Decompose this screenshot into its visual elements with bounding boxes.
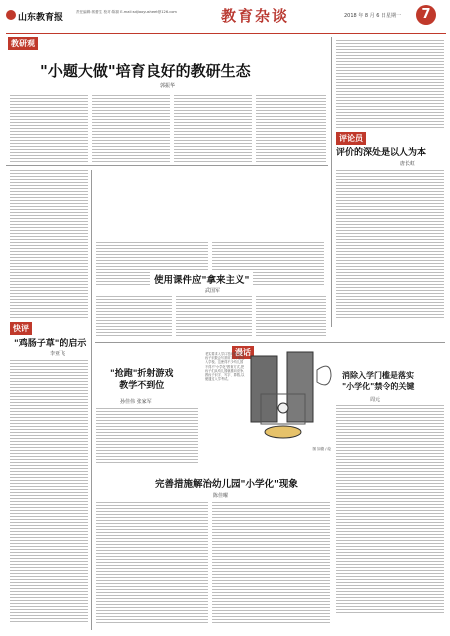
bottom-right-text <box>336 405 444 615</box>
cartoon-drawing <box>247 350 333 448</box>
right-intro-text <box>336 40 444 130</box>
column-tag-quick: 快评 <box>10 322 32 335</box>
paper-name: 山东教育报 <box>18 13 64 23</box>
center-author: 武国军 <box>205 288 221 294</box>
left-mid-author: 李亚飞 <box>50 351 66 357</box>
center-text-e <box>256 296 326 338</box>
top-article-col2 <box>92 95 170 164</box>
meta-line: 责任编辑:郭蕾生 校对:陈源 E-mail:sdjiaoyusheet@126.com <box>76 10 177 14</box>
column-tag-review: 评论员 <box>336 132 366 145</box>
cartoon-illustration <box>205 350 333 452</box>
section-title: 教育杂谈 <box>221 7 290 25</box>
center-headline: 使用课件应"拿来主义" <box>150 272 253 286</box>
right-headline: 评价的深处是以人为本 <box>336 148 427 158</box>
bottom-left-text <box>96 408 198 465</box>
left-mid-headline: "鸡肠子草"的启示 <box>14 339 87 349</box>
right-author: 唐长虹 <box>400 161 416 167</box>
top-article-col4 <box>256 95 326 164</box>
bottom-right-author: 周元 <box>370 397 381 403</box>
bottom-left-author: 孙佳伟 张家军 <box>120 399 152 405</box>
bottom-rule <box>95 342 445 343</box>
masthead-rule <box>6 33 446 34</box>
top-headline: "小题大做"培育良好的教研生态 <box>40 62 251 80</box>
cartoon-text: 老实要求入学口答问题,要求孩子识数会写常用字,才能进入学校。这使得不少幼儿园不得不"小学化"教育方式,把孩子们从幼儿园就推向竞争,教孩子识字、写字、算数,以便通过入学考试。 <box>205 352 245 382</box>
bottom-sub-col2 <box>212 502 330 625</box>
weekday: 星期一 <box>386 13 402 19</box>
left-divider <box>91 170 92 630</box>
bottom-sub-author: 陈佳曜 <box>213 493 229 499</box>
left-column-text-b <box>10 360 88 624</box>
right-article-body <box>336 170 444 320</box>
top-article-col1 <box>10 95 88 164</box>
masthead <box>6 6 446 34</box>
top-article-col3 <box>174 95 252 164</box>
top-author: 郭振华 <box>160 83 176 89</box>
center-text-d <box>176 296 252 338</box>
date: 2018 年 8 月 6 日 <box>344 13 387 19</box>
mid-rule <box>6 165 328 166</box>
bottom-right-headline: 消除入学门槛是落实 "小学化"禁令的关键 <box>342 371 415 391</box>
center-text-c <box>96 296 172 338</box>
bottom-left-headline: "抢跑"折射游戏 教学不到位 <box>110 369 174 391</box>
column-tag-research: 教研观 <box>8 37 38 50</box>
column-tag-comic: 漫话 <box>232 346 254 359</box>
page-number: 7 <box>416 5 436 25</box>
right-divider <box>331 37 332 327</box>
left-column-text-a <box>10 170 88 320</box>
bottom-sub-headline: 完善措施解治幼儿园"小学化"现象 <box>155 479 298 490</box>
cartoon-caption: 图 如德 / 绘 <box>312 447 331 451</box>
newspaper-logo <box>6 9 64 23</box>
flower-icon <box>6 10 16 20</box>
bottom-sub-col1 <box>96 502 208 625</box>
